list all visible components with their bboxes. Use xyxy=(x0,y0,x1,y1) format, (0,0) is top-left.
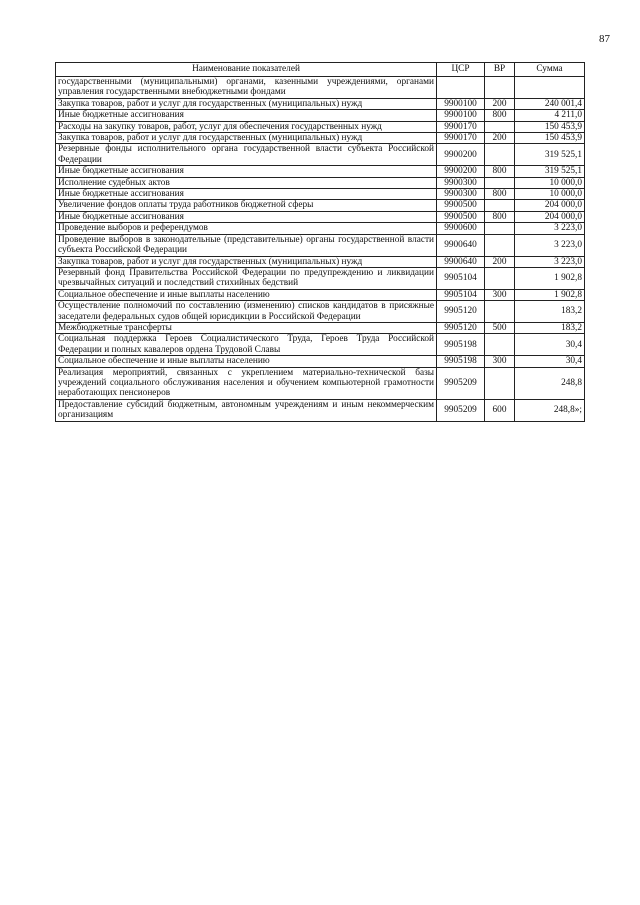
cell-vr xyxy=(485,223,515,234)
table-row xyxy=(56,223,585,234)
cell-vr xyxy=(485,77,515,99)
cell-name: Иные бюджетные ассигнования xyxy=(56,110,437,121)
table-row xyxy=(56,399,585,421)
cell-sum: 150 453,9 xyxy=(515,133,585,144)
cell-csr: 9900170 xyxy=(437,121,485,132)
table-row xyxy=(56,289,585,300)
cell-vr: 800 xyxy=(485,211,515,222)
budget-table xyxy=(55,62,585,422)
cell-vr: 300 xyxy=(485,289,515,300)
table-row xyxy=(56,267,585,289)
cell-csr: 9900300 xyxy=(437,177,485,188)
cell-sum: 30,4 xyxy=(515,356,585,367)
cell-name: Проведение выборов в законодательные (представительные) органы государственной власти субъекта Российской Федерации xyxy=(56,234,437,256)
cell-csr: 9900100 xyxy=(437,98,485,109)
cell-name: Реализация мероприятий, связанных с укреплением материально-технической базы учреждений социального обслуживания населения и обучением компьютерной грамотности неработающих пенсионеров xyxy=(56,367,437,399)
cell-sum: 204 000,0 xyxy=(515,211,585,222)
cell-csr: 9905209 xyxy=(437,399,485,421)
table-row xyxy=(56,177,585,188)
cell-csr: 9905120 xyxy=(437,322,485,333)
header-name: Наименование показателей xyxy=(56,63,437,77)
cell-sum: 1 902,8 xyxy=(515,289,585,300)
cell-name: Закупка товаров, работ и услуг для государственных (муниципальных) нужд xyxy=(56,133,437,144)
cell-name: Предоставление субсидий бюджетным, автономным учреждениям и иным некоммерческим организациям xyxy=(56,399,437,421)
cell-sum: 319 525,1 xyxy=(515,166,585,177)
cell-vr xyxy=(485,234,515,256)
cell-sum: 183,2 xyxy=(515,301,585,323)
cell-sum: 204 000,0 xyxy=(515,200,585,211)
table-row xyxy=(56,98,585,109)
table-row xyxy=(56,334,585,356)
cell-sum: 319 525,1 xyxy=(515,144,585,166)
table-row xyxy=(56,211,585,222)
cell-name: Социальное обеспечение и иные выплаты населению xyxy=(56,289,437,300)
table-row xyxy=(56,234,585,256)
header-vr: ВР xyxy=(485,63,515,77)
table-row xyxy=(56,121,585,132)
cell-csr: 9905104 xyxy=(437,289,485,300)
cell-sum: 150 453,9 xyxy=(515,121,585,132)
cell-csr xyxy=(437,77,485,99)
table-row xyxy=(56,77,585,99)
cell-vr xyxy=(485,121,515,132)
cell-csr: 9900500 xyxy=(437,200,485,211)
cell-csr: 9900500 xyxy=(437,211,485,222)
cell-sum: 248,8 xyxy=(515,367,585,399)
cell-sum: 3 223,0 xyxy=(515,256,585,267)
cell-vr xyxy=(485,200,515,211)
cell-name: Резервный фонд Правительства Российской Федерации по предупреждению и ликвидации чрезвычайных ситуаций и последствий стихийных бедствий xyxy=(56,267,437,289)
cell-csr: 9905120 xyxy=(437,301,485,323)
table-body xyxy=(56,77,585,422)
cell-csr: 9900170 xyxy=(437,133,485,144)
cell-name: Исполнение судебных актов xyxy=(56,177,437,188)
cell-sum: 4 211,0 xyxy=(515,110,585,121)
cell-vr: 800 xyxy=(485,110,515,121)
cell-vr: 800 xyxy=(485,189,515,200)
cell-csr: 9905209 xyxy=(437,367,485,399)
table-row xyxy=(56,367,585,399)
cell-sum: 10 000,0 xyxy=(515,177,585,188)
table-row xyxy=(56,356,585,367)
cell-csr: 9905198 xyxy=(437,334,485,356)
cell-sum: 183,2 xyxy=(515,322,585,333)
cell-vr: 200 xyxy=(485,256,515,267)
cell-name: государственными (муниципальными) органами, казенными учреждениями, органами управления государственными внебюджетными фондами xyxy=(56,77,437,99)
cell-csr: 9905104 xyxy=(437,267,485,289)
table-row xyxy=(56,110,585,121)
table-row xyxy=(56,256,585,267)
cell-csr: 9900200 xyxy=(437,144,485,166)
cell-csr: 9900300 xyxy=(437,189,485,200)
cell-vr xyxy=(485,177,515,188)
cell-sum: 3 223,0 xyxy=(515,234,585,256)
table-row xyxy=(56,200,585,211)
cell-name: Проведение выборов и референдумов xyxy=(56,223,437,234)
cell-name: Резервные фонды исполнительного органа государственной власти субъекта Российской Федерации xyxy=(56,144,437,166)
cell-vr xyxy=(485,267,515,289)
cell-vr: 200 xyxy=(485,98,515,109)
cell-name: Расходы на закупку товаров, работ, услуг для обеспечения государственных нужд xyxy=(56,121,437,132)
cell-csr: 9900640 xyxy=(437,256,485,267)
cell-csr: 9900640 xyxy=(437,234,485,256)
cell-vr: 800 xyxy=(485,166,515,177)
cell-sum: 240 001,4 xyxy=(515,98,585,109)
cell-sum: 30,4 xyxy=(515,334,585,356)
cell-csr: 9900200 xyxy=(437,166,485,177)
cell-name: Иные бюджетные ассигнования xyxy=(56,166,437,177)
cell-vr: 600 xyxy=(485,399,515,421)
cell-sum: 3 223,0 xyxy=(515,223,585,234)
table-row xyxy=(56,144,585,166)
cell-name: Закупка товаров, работ и услуг для государственных (муниципальных) нужд xyxy=(56,98,437,109)
table-row xyxy=(56,133,585,144)
cell-sum xyxy=(515,77,585,99)
cell-name: Иные бюджетные ассигнования xyxy=(56,189,437,200)
page-number: 87 xyxy=(599,33,610,45)
cell-vr xyxy=(485,144,515,166)
cell-vr: 200 xyxy=(485,133,515,144)
cell-name: Иные бюджетные ассигнования xyxy=(56,211,437,222)
header-csr: ЦСР xyxy=(437,63,485,77)
cell-vr: 300 xyxy=(485,356,515,367)
cell-vr xyxy=(485,301,515,323)
cell-vr xyxy=(485,334,515,356)
table-row xyxy=(56,322,585,333)
cell-name: Закупка товаров, работ и услуг для государственных (муниципальных) нужд xyxy=(56,256,437,267)
header-sum: Сумма xyxy=(515,63,585,77)
cell-name: Межбюджетные трансферты xyxy=(56,322,437,333)
cell-vr xyxy=(485,367,515,399)
cell-csr: 9900100 xyxy=(437,110,485,121)
cell-name: Социальное обеспечение и иные выплаты населению xyxy=(56,356,437,367)
cell-name: Социальная поддержка Героев Социалистического Труда, Героев Труда Российской Федерации и полных кавалеров ордена Трудовой Славы xyxy=(56,334,437,356)
cell-sum: 248,8»; xyxy=(515,399,585,421)
cell-vr: 500 xyxy=(485,322,515,333)
table-row xyxy=(56,301,585,323)
cell-csr: 9900600 xyxy=(437,223,485,234)
table-row xyxy=(56,189,585,200)
cell-name: Увеличение фондов оплаты труда работников бюджетной сферы xyxy=(56,200,437,211)
cell-csr: 9905198 xyxy=(437,356,485,367)
table-header-row xyxy=(56,63,585,77)
table-row xyxy=(56,166,585,177)
cell-sum: 10 000,0 xyxy=(515,189,585,200)
cell-sum: 1 902,8 xyxy=(515,267,585,289)
cell-name: Осуществление полномочий по составлению (изменению) списков кандидатов в присяжные заседатели федеральных судов общей юрисдикции в Российской Федерации xyxy=(56,301,437,323)
